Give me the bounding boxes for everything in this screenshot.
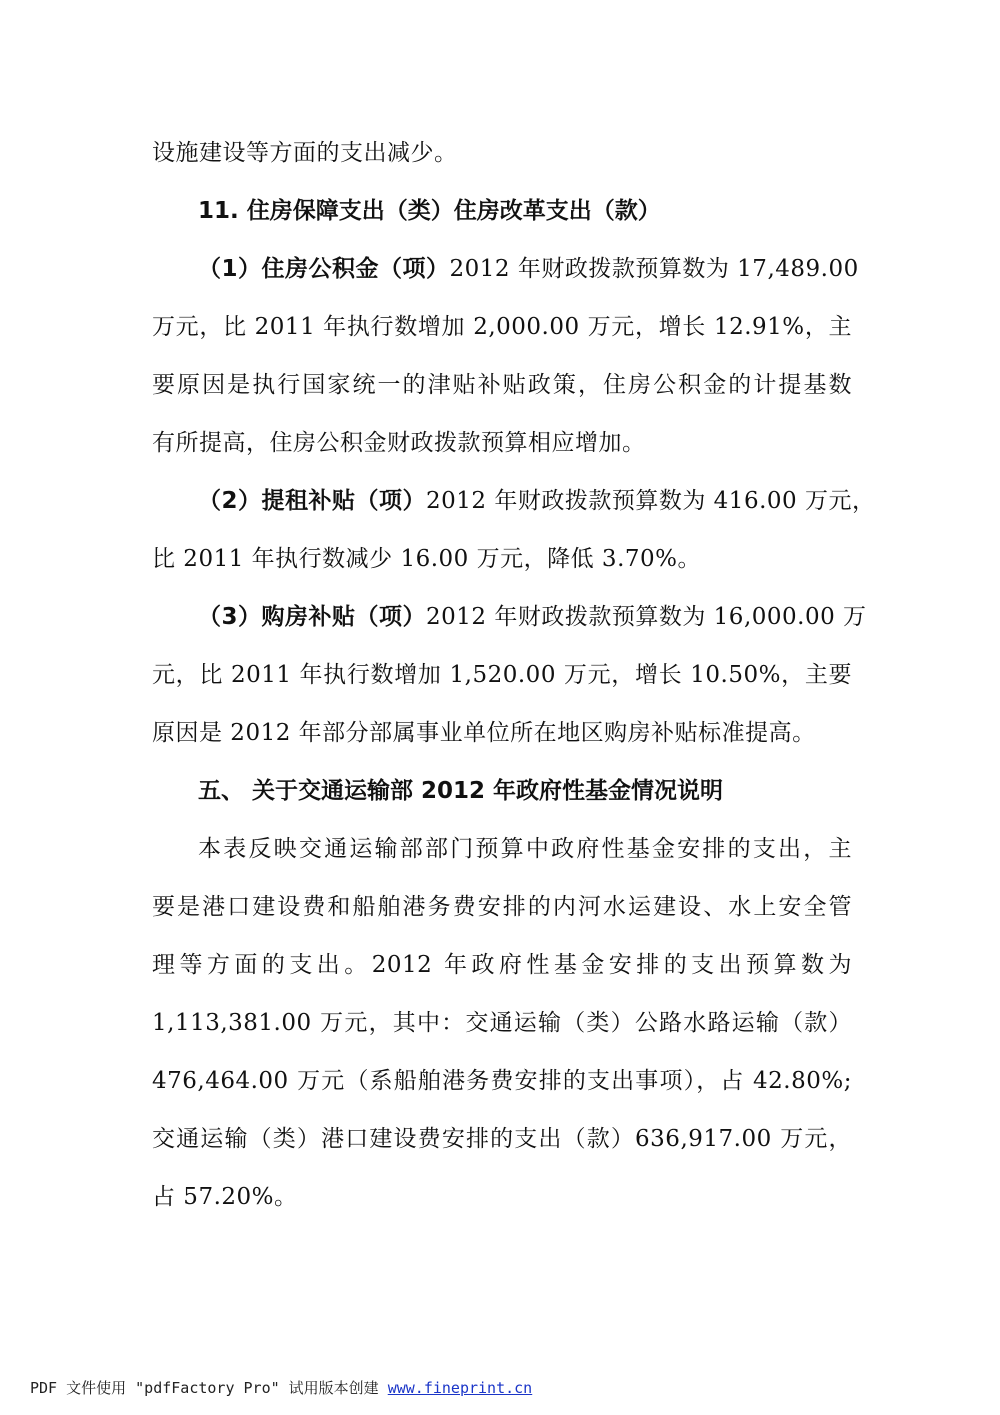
body-text: 2012 年财政拨款预算数为 16,000.00 万 (426, 604, 867, 630)
footer-link[interactable]: www.fineprint.cn (387, 1379, 533, 1397)
paragraph-rent-subsidy-line (152, 472, 876, 530)
body-line: 要原因是执行国家统一的津贴补贴政策，住房公积金的计提基数 (152, 372, 852, 398)
body-line: 理等方面的支出。2012 年政府性基金安排的支出预算数为 (152, 952, 852, 978)
body-line: 1,113,381.00 万元，其中：交通运输（类）公路水路运输（款） (152, 1010, 852, 1036)
body-line: 占 57.20%。 (152, 1184, 298, 1210)
footer-text: PDF 文件使用 "pdfFactory Pro" 试用版本创建 (30, 1379, 388, 1397)
paragraph-housing-fund-line (152, 240, 859, 298)
pdf-footer (30, 1377, 532, 1398)
body-line: 476,464.00 万元（系船舶港务费安排的支出事项），占 42.80%; (152, 1068, 852, 1094)
body-text: 2012 年财政拨款预算数为 17,489.00 (449, 256, 859, 282)
section-heading-5: 五、 关于交通运输部 2012 年政府性基金情况说明 (198, 778, 724, 804)
body-line: 要是港口建设费和船舶港务费安排的内河水运建设、水上安全管 (152, 894, 852, 920)
body-line: 原因是 2012 年部分部属事业单位所在地区购房补贴标准提高。 (152, 720, 816, 746)
item-title-housing-fund: （1）住房公积金（项） (198, 256, 450, 282)
document-page (152, 124, 876, 1226)
item-title-rent-subsidy: （2）提租补贴（项） (198, 488, 427, 514)
item-title-purchase-subsidy: （3）购房补贴（项） (198, 604, 427, 630)
body-line: 交通运输（类）港口建设费安排的支出（款）636,917.00 万元， (152, 1126, 852, 1152)
body-line: 元，比 2011 年执行数增加 1,520.00 万元，增长 10.50%，主要 (152, 662, 852, 688)
body-line: 万元，比 2011 年执行数增加 2,000.00 万元，增长 12.91%，主 (152, 314, 852, 340)
body-line: 本表反映交通运输部部门预算中政府性基金安排的支出，主 (198, 836, 852, 862)
body-line: 比 2011 年执行数减少 16.00 万元，降低 3.70%。 (152, 546, 701, 572)
body-text: 2012 年财政拨款预算数为 416.00 万元， (426, 488, 876, 514)
section-heading-11: 11. 住房保障支出（类）住房改革支出（款） (198, 198, 661, 224)
body-line: 设施建设等方面的支出减少。 (152, 140, 458, 166)
paragraph-purchase-subsidy-line (152, 588, 867, 646)
body-line: 有所提高，住房公积金财政拨款预算相应增加。 (152, 430, 646, 456)
